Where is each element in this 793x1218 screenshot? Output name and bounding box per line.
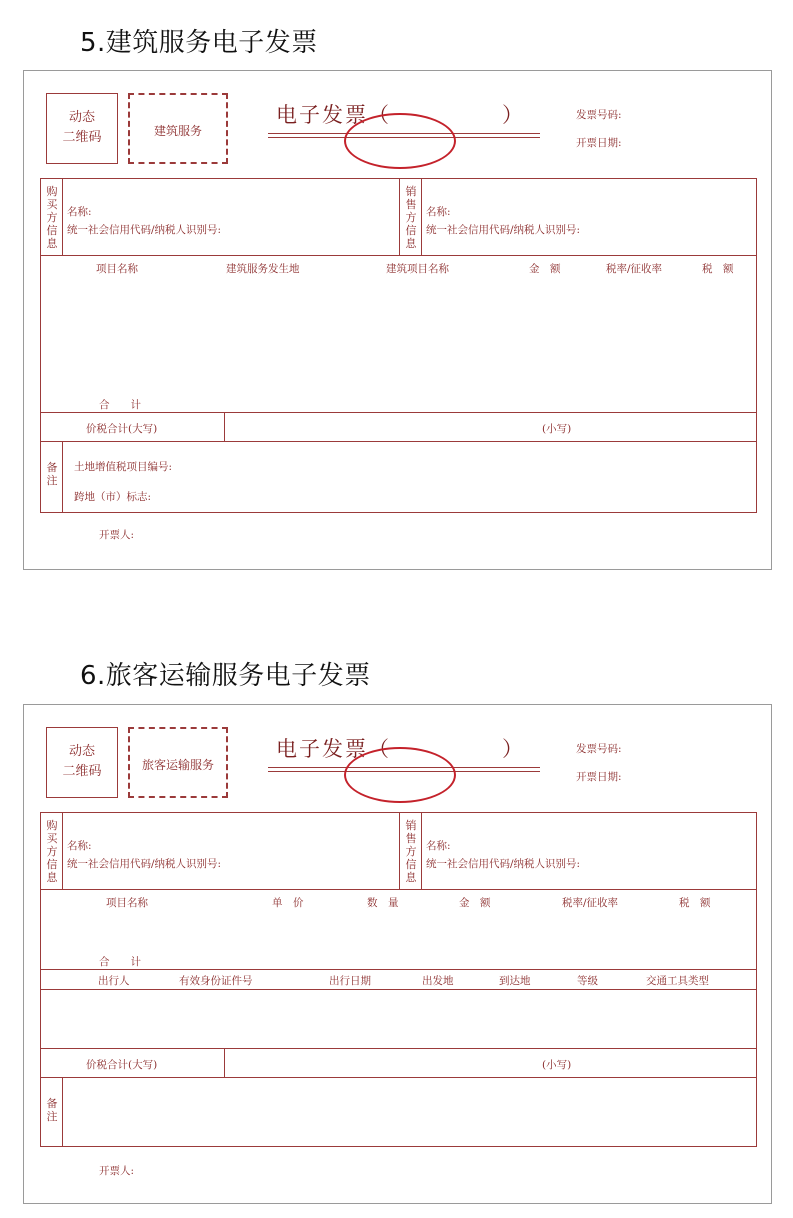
qr-code-box — [46, 727, 118, 798]
tax-seal-icon — [344, 747, 456, 803]
travel-column-header: 交通工具类型 — [646, 975, 709, 987]
seller-name-label: 名称: — [426, 206, 451, 218]
issuer-label: 开票人: — [99, 1165, 135, 1177]
section-heading: 6.旅客运输服务电子发票 — [80, 661, 371, 691]
remarks-label: 备注 — [46, 461, 58, 487]
total-upper-label: 价税合计(大写) — [86, 423, 158, 435]
buyer-tax-id-label: 统一社会信用代码/纳税人识别号: — [67, 858, 222, 870]
service-tag-box — [128, 727, 228, 798]
invoice-title-close: ） — [502, 737, 525, 761]
remarks-line: 跨地（市）标志: — [74, 491, 152, 503]
column-header: 税率/征收率 — [562, 897, 619, 909]
seller-tax-id-label: 统一社会信用代码/纳税人识别号: — [426, 858, 581, 870]
invoice-date-label: 开票日期: — [576, 771, 622, 783]
travel-column-header: 有效身份证件号 — [179, 975, 253, 987]
column-header: 数 量 — [367, 897, 399, 909]
column-header: 税 额 — [679, 897, 711, 909]
column-header: 项目名称 — [106, 897, 148, 909]
column-header: 金 额 — [529, 263, 561, 275]
seller-info-label: 销售方信息 — [405, 819, 417, 884]
column-header: 项目名称 — [96, 263, 138, 275]
qr-label-line2: 二维码 — [62, 764, 102, 779]
invoice-frame — [23, 704, 772, 1204]
invoice-title: 电子发票（ — [276, 737, 391, 761]
invoice-title-close: ） — [502, 103, 525, 127]
total-lower-label: (小写) — [542, 423, 572, 435]
seller-tax-id-label: 统一社会信用代码/纳税人识别号: — [426, 224, 581, 236]
buyer-name-label: 名称: — [67, 206, 92, 218]
buyer-info-label: 购买方信息 — [46, 185, 58, 250]
remarks-line: 土地增值税项目编号: — [74, 461, 173, 473]
remarks-label: 备注 — [46, 1097, 58, 1123]
section-heading: 5.建筑服务电子发票 — [80, 28, 318, 58]
column-header: 税率/征收率 — [606, 263, 663, 275]
travel-column-header: 等级 — [577, 975, 598, 987]
service-tag-box — [128, 93, 228, 164]
tax-seal-icon — [344, 113, 456, 169]
column-header: 金 额 — [459, 897, 491, 909]
seller-name-label: 名称: — [426, 840, 451, 852]
buyer-name-label: 名称: — [67, 840, 92, 852]
subtotal-label: 合 计 — [99, 956, 141, 968]
service-tag: 旅客运输服务 — [141, 758, 214, 772]
invoice-date-label: 开票日期: — [576, 137, 622, 149]
invoice-frame — [23, 70, 772, 570]
column-header: 税 额 — [702, 263, 734, 275]
buyer-info-label: 购买方信息 — [46, 819, 58, 884]
invoice-number-label: 发票号码: — [576, 109, 622, 121]
qr-label-line1: 动态 — [68, 744, 95, 759]
travel-column-header: 出发地 — [422, 975, 454, 987]
travel-column-header: 到达地 — [499, 975, 531, 987]
total-upper-label: 价税合计(大写) — [86, 1059, 158, 1071]
issuer-label: 开票人: — [99, 529, 135, 541]
column-header: 建筑服务发生地 — [226, 263, 300, 275]
invoice-title: 电子发票（ — [276, 103, 391, 127]
subtotal-label: 合 计 — [99, 399, 141, 411]
column-header: 单 价 — [272, 897, 304, 909]
service-tag: 建筑服务 — [153, 124, 202, 138]
seller-info-label: 销售方信息 — [405, 185, 417, 250]
total-lower-label: (小写) — [542, 1059, 572, 1071]
qr-label-line2: 二维码 — [62, 130, 102, 145]
invoice-number-label: 发票号码: — [576, 743, 622, 755]
travel-column-header: 出行人 — [98, 975, 130, 987]
buyer-tax-id-label: 统一社会信用代码/纳税人识别号: — [67, 224, 222, 236]
qr-label-line1: 动态 — [68, 110, 95, 125]
travel-column-header: 出行日期 — [329, 975, 371, 987]
column-header: 建筑项目名称 — [386, 263, 449, 275]
qr-code-box — [46, 93, 118, 164]
